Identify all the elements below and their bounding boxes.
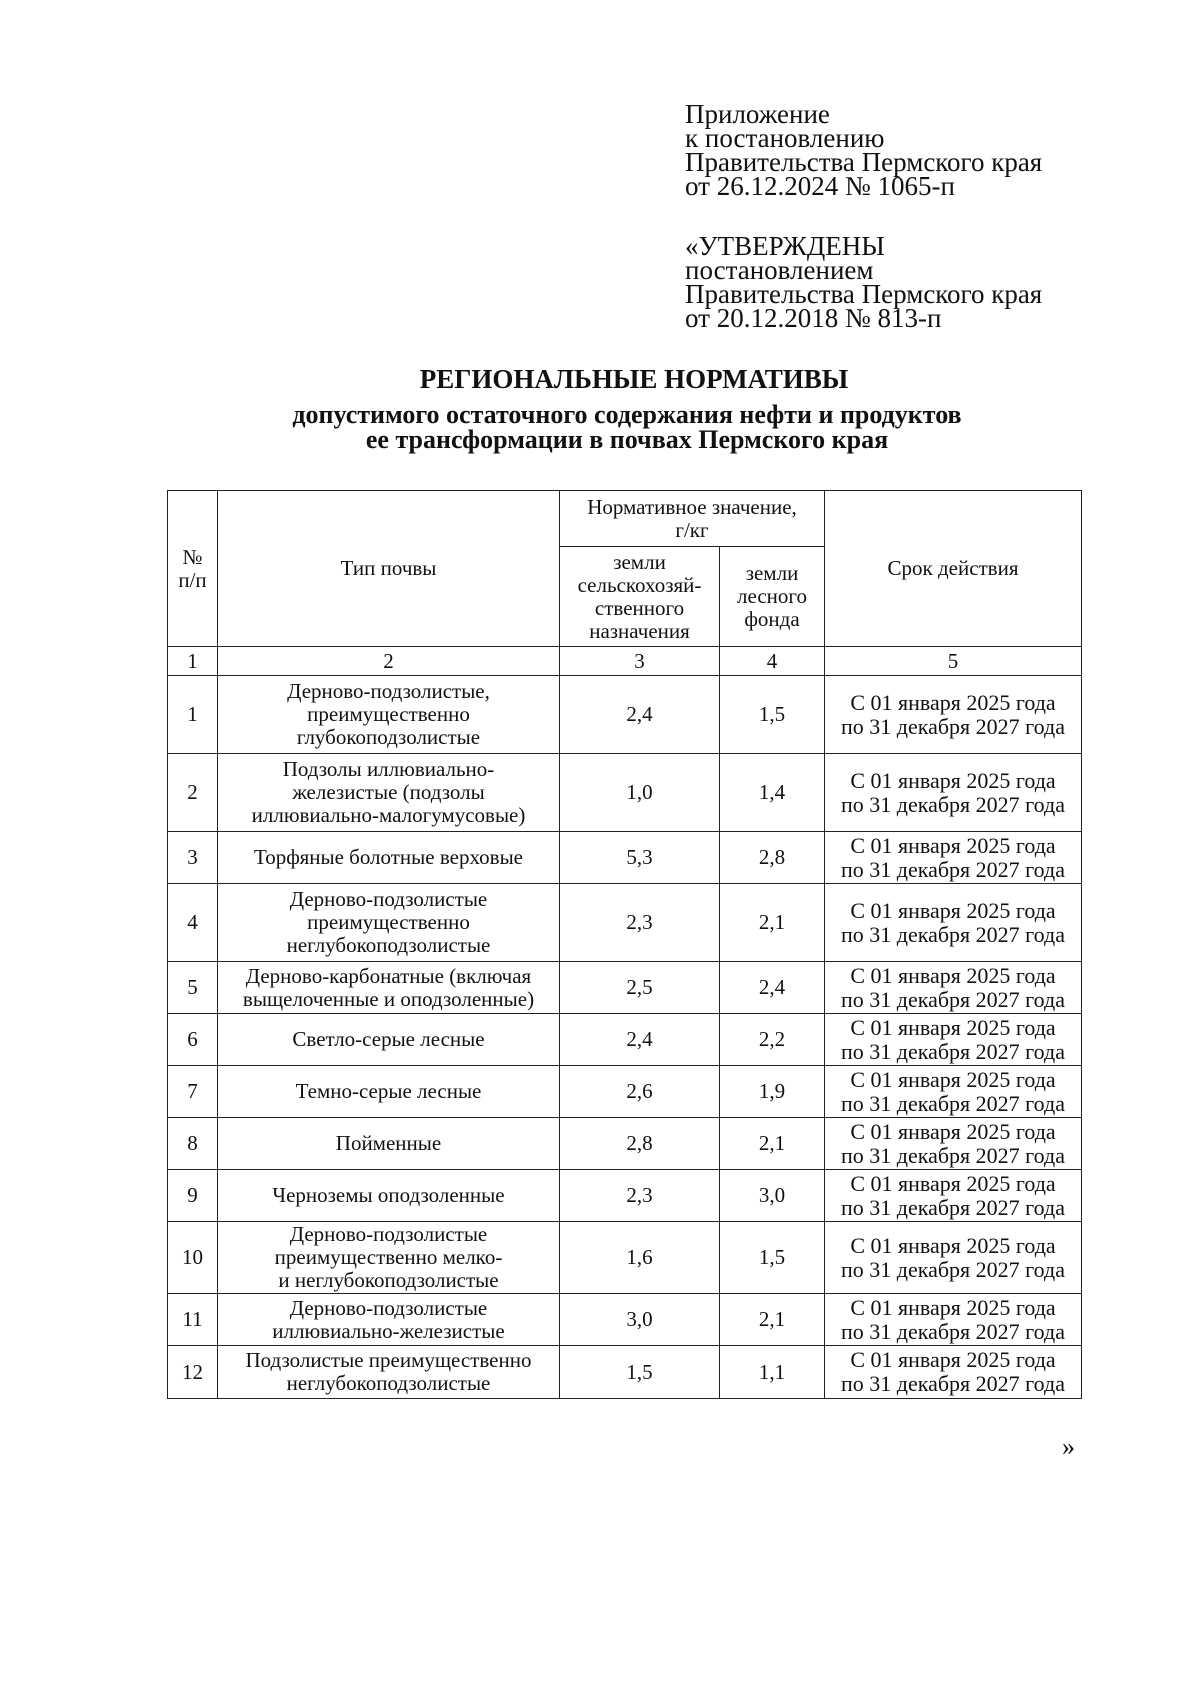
validity-period-line: по 31 декабря 2027 года — [841, 1090, 1065, 1116]
validity-period-line: по 31 декабря 2027 года — [841, 1038, 1065, 1064]
validity-period-line: С 01 января 2025 года — [850, 689, 1056, 715]
soil-type-cell — [218, 1118, 560, 1170]
approval-line: постановлением — [685, 255, 874, 285]
soil-type-cell — [218, 1170, 560, 1222]
table-row — [168, 962, 1082, 1014]
validity-period-line: по 31 декабря 2027 года — [841, 791, 1065, 817]
agri-land-value: 2,8 — [560, 1118, 720, 1170]
header-period: Срок действия — [825, 491, 1082, 647]
agri-land-value: 2,5 — [560, 962, 720, 1014]
appendix-line: к постановлению — [685, 123, 885, 153]
soil-type-line: Подзолистые преимущественно — [245, 1348, 532, 1372]
header-norm-value — [560, 491, 825, 547]
header-agri-land — [560, 547, 720, 647]
norms-table — [167, 490, 1082, 1399]
agri-land-value: 1,5 — [560, 1346, 720, 1399]
validity-period-line: С 01 января 2025 года — [850, 832, 1056, 858]
header-forest-land — [720, 547, 825, 647]
soil-type-line: преимущественно — [307, 910, 470, 934]
row-number: 9 — [168, 1170, 218, 1222]
row-number: 2 — [168, 754, 218, 832]
validity-period-line: по 31 декабря 2027 года — [841, 1318, 1065, 1344]
row-number: 3 — [168, 832, 218, 884]
soil-type-line: и неглубокоподзолистые — [278, 1268, 499, 1292]
soil-type-line: Дерново-подзолистые, — [287, 679, 490, 703]
row-number: 1 — [168, 676, 218, 754]
closing-quote: » — [1062, 1432, 1075, 1461]
table-row — [168, 1066, 1082, 1118]
forest-land-value: 3,0 — [720, 1170, 825, 1222]
soil-type-line: преимущественно — [307, 702, 470, 726]
soil-type-line: иллювиально-железистые — [272, 1318, 505, 1343]
appendix-line: Приложение — [685, 99, 830, 129]
soil-type-cell — [218, 1346, 560, 1399]
validity-period-line: С 01 января 2025 года — [850, 1118, 1056, 1144]
agri-land-value: 2,3 — [560, 1170, 720, 1222]
header-norm-line: г/кг — [675, 517, 709, 542]
appendix-line: от 26.12.2024 № 1065-п — [685, 171, 955, 201]
row-number: 4 — [168, 884, 218, 962]
approval-line: от 20.12.2018 № 813-п — [685, 303, 942, 333]
soil-type-line: неглубокоподзолистые — [286, 933, 491, 957]
validity-period-line: С 01 января 2025 года — [850, 1066, 1056, 1092]
header-norm-line: Нормативное значение, — [587, 494, 797, 519]
soil-type-line: Дерново-подзолистые — [289, 887, 488, 911]
agri-land-value: 2,6 — [560, 1066, 720, 1118]
subtitle-line: допустимого остаточного содержания нефти и продуктов — [292, 400, 962, 429]
soil-type-line: неглубокоподзолистые — [286, 1371, 491, 1395]
table-row — [168, 754, 1082, 832]
validity-period-line: по 31 декабря 2027 года — [841, 856, 1065, 882]
forest-land-value: 1,9 — [720, 1066, 825, 1118]
document-title: РЕГИОНАЛЬНЫЕ НОРМАТИВЫ — [419, 364, 849, 394]
soil-type-line: иллювиально-малогумусовые) — [251, 803, 526, 827]
header-soil-type: Тип почвы — [218, 491, 560, 647]
column-number: 5 — [825, 647, 1082, 676]
row-number: 12 — [168, 1346, 218, 1399]
agri-land-value: 2,3 — [560, 884, 720, 962]
approval-line: Правительства Пермского края — [685, 279, 1043, 309]
appendix-line: Правительства Пермского края — [685, 147, 1043, 177]
row-number: 10 — [168, 1222, 218, 1294]
validity-period-cell — [825, 676, 1082, 754]
row-number: 11 — [168, 1294, 218, 1346]
agri-land-value: 1,0 — [560, 754, 720, 832]
soil-type-line: Торфяные болотные верховые — [253, 845, 524, 869]
column-number: 4 — [720, 647, 825, 676]
validity-period-line: по 31 декабря 2027 года — [841, 1142, 1065, 1168]
soil-type-line: железистые (подзолы — [292, 780, 485, 804]
column-number: 2 — [218, 647, 560, 676]
validity-period-cell — [825, 1014, 1082, 1066]
validity-period-line: С 01 января 2025 года — [850, 1170, 1056, 1196]
forest-land-value: 2,8 — [720, 832, 825, 884]
forest-land-value: 2,1 — [720, 884, 825, 962]
header-forest-line: лесного — [737, 584, 807, 608]
document-subtitle — [0, 402, 1200, 452]
row-number: 7 — [168, 1066, 218, 1118]
forest-land-value: 2,1 — [720, 1118, 825, 1170]
table-row — [168, 884, 1082, 962]
row-number: 6 — [168, 1014, 218, 1066]
soil-type-line: Дерново-подзолистые — [289, 1222, 488, 1246]
header-agri-line: сельскохозяй- — [577, 572, 702, 597]
validity-period-cell — [825, 832, 1082, 884]
soil-type-cell — [218, 1066, 560, 1118]
table-row — [168, 1118, 1082, 1170]
table-row — [168, 1294, 1082, 1346]
header-agri-line: земли — [613, 549, 666, 574]
validity-period-cell — [825, 1118, 1082, 1170]
soil-type-line: Черноземы оподзоленные — [272, 1183, 505, 1207]
validity-period-cell — [825, 962, 1082, 1014]
soil-type-line: Пойменные — [335, 1131, 442, 1155]
validity-period-cell — [825, 1066, 1082, 1118]
forest-land-value: 2,2 — [720, 1014, 825, 1066]
soil-type-cell — [218, 1222, 560, 1294]
validity-period-cell — [825, 1222, 1082, 1294]
header-forest-line: земли — [745, 561, 799, 585]
validity-period-line: по 31 декабря 2027 года — [841, 713, 1065, 739]
header-forest-line: фонда — [744, 607, 800, 631]
table-row — [168, 832, 1082, 884]
soil-type-line: Дерново-карбонатные (включая — [245, 963, 532, 988]
row-number: 8 — [168, 1118, 218, 1170]
table-row — [168, 1170, 1082, 1222]
forest-land-value: 1,5 — [720, 676, 825, 754]
validity-period-cell — [825, 1346, 1082, 1399]
validity-period-line: С 01 января 2025 года — [850, 1347, 1056, 1372]
validity-period-line: по 31 декабря 2027 года — [841, 986, 1065, 1012]
row-number: 5 — [168, 962, 218, 1014]
validity-period-line: по 31 декабря 2027 года — [841, 1194, 1065, 1220]
table-row — [168, 1222, 1082, 1294]
soil-type-cell — [218, 1294, 560, 1346]
forest-land-value: 1,5 — [720, 1222, 825, 1294]
validity-period-cell — [825, 884, 1082, 962]
header-number-line: п/п — [178, 567, 207, 592]
validity-period-cell — [825, 1294, 1082, 1346]
validity-period-line: по 31 декабря 2027 года — [841, 921, 1065, 947]
validity-period-line: С 01 января 2025 года — [850, 897, 1056, 923]
soil-type-cell — [218, 754, 560, 832]
agri-land-value: 1,6 — [560, 1222, 720, 1294]
forest-land-value: 1,1 — [720, 1346, 825, 1399]
soil-type-line: Светло-серые лесные — [292, 1027, 485, 1051]
agri-land-value: 5,3 — [560, 832, 720, 884]
forest-land-value: 1,4 — [720, 754, 825, 832]
header-agri-line: ственного — [594, 595, 685, 620]
soil-type-cell — [218, 832, 560, 884]
validity-period-line: С 01 января 2025 года — [850, 962, 1056, 988]
agri-land-value: 2,4 — [560, 1014, 720, 1066]
validity-period-line: С 01 января 2025 года — [850, 1294, 1056, 1320]
approval-line: «УТВЕРЖДЕНЫ — [685, 231, 885, 261]
table-row — [168, 676, 1082, 754]
soil-type-cell — [218, 962, 560, 1014]
agri-land-value: 3,0 — [560, 1294, 720, 1346]
forest-land-value: 2,1 — [720, 1294, 825, 1346]
soil-type-line: выщелоченные и оподзоленные) — [242, 986, 535, 1011]
validity-period-cell — [825, 1170, 1082, 1222]
agri-land-value: 2,4 — [560, 676, 720, 754]
forest-land-value: 2,4 — [720, 962, 825, 1014]
validity-period-cell — [825, 754, 1082, 832]
validity-period-line: С 01 января 2025 года — [850, 767, 1056, 793]
validity-period-line: С 01 января 2025 года — [850, 1014, 1056, 1040]
appendix-block — [685, 99, 1043, 201]
header-number-line: № — [182, 544, 203, 569]
table-row — [168, 1014, 1082, 1066]
soil-type-cell — [218, 884, 560, 962]
header-number — [168, 491, 218, 647]
soil-type-line: преимущественно мелко- — [274, 1245, 503, 1269]
soil-type-cell — [218, 676, 560, 754]
approval-block — [685, 231, 1043, 333]
table-row — [168, 1346, 1082, 1399]
soil-type-line: Дерново-подзолистые — [289, 1295, 488, 1320]
validity-period-line: по 31 декабря 2027 года — [841, 1256, 1065, 1282]
soil-type-cell — [218, 1014, 560, 1066]
column-number: 1 — [168, 647, 218, 676]
subtitle-line: ее трансформации в почвах Пермского края — [365, 425, 889, 454]
header-agri-line: назначения — [589, 618, 690, 643]
soil-type-line: глубокоподзолистые — [296, 725, 481, 749]
column-number: 3 — [560, 647, 720, 676]
table-body — [168, 676, 1082, 1399]
validity-period-line: по 31 декабря 2027 года — [841, 1371, 1065, 1396]
soil-type-line: Темно-серые лесные — [295, 1079, 482, 1103]
validity-period-line: С 01 января 2025 года — [850, 1232, 1056, 1258]
soil-type-line: Подзолы иллювиально- — [282, 757, 495, 781]
